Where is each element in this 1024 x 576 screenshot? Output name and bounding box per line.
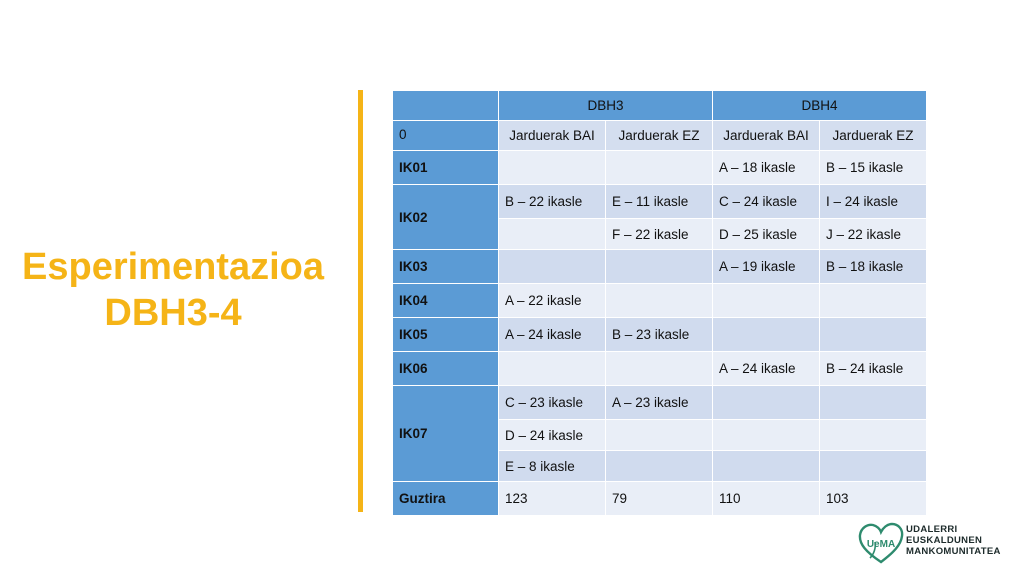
table-row	[393, 185, 927, 219]
table-cell: J – 22 ikasle	[820, 219, 927, 250]
table-cell: A – 24 ikasle	[713, 352, 820, 386]
table-cell: B – 22 ikasle	[499, 185, 606, 219]
table-cell	[820, 284, 927, 318]
table-cell	[499, 151, 606, 185]
table-cell: C – 23 ikasle	[499, 386, 606, 420]
logo-line2: EUSKALDUNEN	[906, 535, 983, 546]
row-label: IK04	[393, 284, 499, 318]
row-label: IK01	[393, 151, 499, 185]
table-cell	[606, 352, 713, 386]
table-cell	[499, 219, 606, 250]
table-cell: A – 24 ikasle	[499, 318, 606, 352]
table-cell: 110	[713, 482, 820, 516]
table-cell	[713, 420, 820, 451]
uema-logo	[856, 518, 1016, 568]
table-cell: 123	[499, 482, 606, 516]
table-cell	[713, 451, 820, 482]
table-cell	[713, 318, 820, 352]
table-corner-label: 0	[393, 121, 499, 151]
logo-text	[906, 524, 1001, 557]
table-row	[393, 151, 927, 185]
logo-line1: UDALERRI	[906, 524, 958, 535]
table-cell: 103	[820, 482, 927, 516]
table-row	[393, 318, 927, 352]
table-row	[393, 386, 927, 420]
row-label: Guztira	[393, 482, 499, 516]
table-cell	[820, 451, 927, 482]
table-cell	[820, 386, 927, 420]
table-cell: C – 24 ikasle	[713, 185, 820, 219]
table-cell	[820, 318, 927, 352]
logo-mark-text: UeMA	[866, 539, 896, 550]
table-cell: E – 8 ikasle	[499, 451, 606, 482]
row-label: IK02	[393, 185, 499, 250]
uema-heart-icon	[856, 518, 906, 568]
table-cell: B – 15 ikasle	[820, 151, 927, 185]
table-cell	[713, 386, 820, 420]
table-cell: D – 25 ikasle	[713, 219, 820, 250]
table-header-blank	[393, 91, 499, 121]
table-cell: A – 19 ikasle	[713, 250, 820, 284]
row-label: IK07	[393, 386, 499, 482]
slide-title-line2: DBH3-4	[104, 292, 242, 334]
table-row	[393, 352, 927, 386]
table-cell: 79	[606, 482, 713, 516]
table-cell	[499, 250, 606, 284]
slide-title-line1: Esperimentazioa	[22, 246, 324, 288]
group-header-dbh3: DBH3	[499, 91, 713, 121]
table-cell	[606, 451, 713, 482]
vertical-divider	[358, 90, 363, 512]
table-cell: B – 18 ikasle	[820, 250, 927, 284]
row-label: IK03	[393, 250, 499, 284]
table-cell: E – 11 ikasle	[606, 185, 713, 219]
table-sub-header-row	[393, 121, 927, 151]
row-label: IK06	[393, 352, 499, 386]
table-cell	[606, 420, 713, 451]
logo-line3: MANKOMUNITATEA	[906, 546, 1001, 557]
table-cell	[713, 284, 820, 318]
table-cell: D – 24 ikasle	[499, 420, 606, 451]
table-row	[393, 482, 927, 516]
row-label: IK05	[393, 318, 499, 352]
table-group-header-row	[393, 91, 927, 121]
table-cell	[499, 352, 606, 386]
table-cell	[606, 284, 713, 318]
sub-header-dbh4-ez: Jarduerak EZ	[820, 121, 927, 151]
data-table	[392, 90, 927, 516]
sub-header-dbh3-bai: Jarduerak BAI	[499, 121, 606, 151]
slide-title	[18, 244, 328, 336]
table-row	[393, 250, 927, 284]
table-cell: A – 22 ikasle	[499, 284, 606, 318]
table-row	[393, 284, 927, 318]
group-header-dbh4: DBH4	[713, 91, 927, 121]
table-cell: F – 22 ikasle	[606, 219, 713, 250]
sub-header-dbh3-ez: Jarduerak EZ	[606, 121, 713, 151]
table-cell	[606, 250, 713, 284]
table-cell: B – 23 ikasle	[606, 318, 713, 352]
table-cell: B – 24 ikasle	[820, 352, 927, 386]
sub-header-dbh4-bai: Jarduerak BAI	[713, 121, 820, 151]
table-cell: I – 24 ikasle	[820, 185, 927, 219]
table-cell	[820, 420, 927, 451]
table-cell: A – 23 ikasle	[606, 386, 713, 420]
table-cell	[606, 151, 713, 185]
table-cell: A – 18 ikasle	[713, 151, 820, 185]
